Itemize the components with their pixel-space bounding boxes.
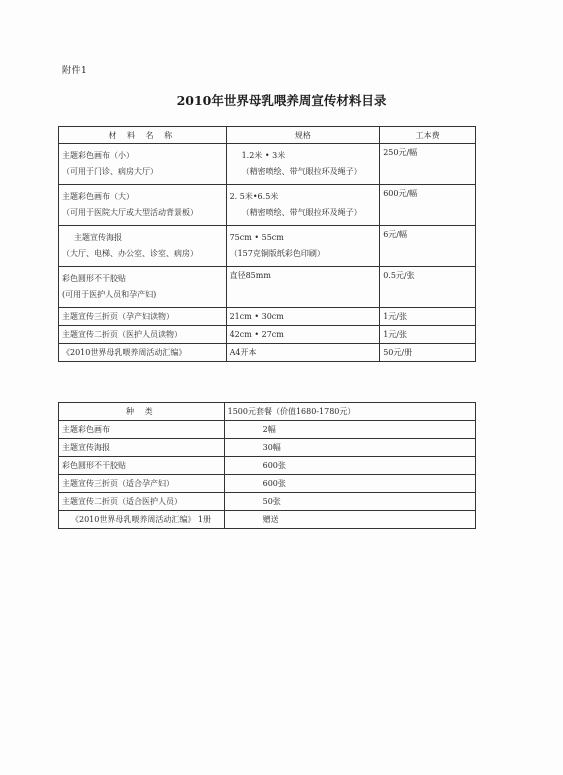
header-cost: 工本费 bbox=[380, 127, 476, 144]
material-name-cell bbox=[59, 226, 227, 267]
table-row bbox=[59, 457, 476, 475]
material-name: 《2010世界母乳喂养周活动汇编》 bbox=[59, 344, 227, 362]
material-name: 主题宣传三折页（孕产妇读物） bbox=[59, 308, 227, 326]
material-name: 主题彩色画布（大） bbox=[62, 192, 134, 201]
material-note: （可用于门诊、病房大厅） bbox=[62, 167, 158, 176]
spec-size: 21cm • 30cm bbox=[226, 308, 380, 326]
table-row bbox=[59, 493, 476, 511]
spec-cell bbox=[226, 267, 380, 308]
table-row bbox=[59, 344, 476, 362]
package-item-name: 主题宣传二折页（适合医护人员） bbox=[59, 493, 225, 511]
spec-size: 直径85mm bbox=[229, 271, 271, 280]
attachment-label: 附件1 bbox=[62, 66, 88, 76]
package-item-name: 主题宣传三折页（适合孕产妇） bbox=[59, 475, 225, 493]
cost-cell: 1元/张 bbox=[380, 308, 476, 326]
spec-cell bbox=[226, 226, 380, 267]
cost-cell: 250元/幅 bbox=[380, 144, 476, 185]
table-row bbox=[59, 267, 476, 308]
material-name-cell bbox=[59, 185, 227, 226]
package-item-qty: 赠送 bbox=[224, 511, 475, 529]
table-row bbox=[59, 226, 476, 267]
material-name-cell bbox=[59, 144, 227, 185]
table-row bbox=[59, 475, 476, 493]
material-note: (可用于医护人员和孕产妇) bbox=[62, 290, 157, 299]
table-header-row bbox=[59, 127, 476, 144]
table-row bbox=[59, 326, 476, 344]
cost-cell: 1元/张 bbox=[380, 326, 476, 344]
materials-price-table bbox=[58, 126, 476, 362]
package-item-qty: 600张 bbox=[224, 475, 475, 493]
material-note: （可用于医院大厅或大型活动背景板） bbox=[62, 208, 198, 217]
table-row bbox=[59, 144, 476, 185]
header-category: 种 类 bbox=[59, 403, 225, 421]
package-item-name: 彩色圆形不干胶贴 bbox=[59, 457, 225, 475]
header-package: 1500元套餐（价值1680-1780元） bbox=[224, 403, 475, 421]
cost-cell: 50元/册 bbox=[380, 344, 476, 362]
material-name-cell bbox=[59, 267, 227, 308]
table-row bbox=[59, 308, 476, 326]
material-name: 主题宣传二折页（医护人员读物） bbox=[59, 326, 227, 344]
material-name: 主题宣传海报 bbox=[74, 233, 122, 242]
cost-cell: 0.5元/张 bbox=[380, 267, 476, 308]
cost-cell: 600元/幅 bbox=[380, 185, 476, 226]
package-table bbox=[58, 402, 476, 529]
spec-note: （157克铜版纸彩色印刷） bbox=[229, 249, 325, 258]
header-spec: 规格 bbox=[226, 127, 380, 144]
spec-cell bbox=[226, 185, 380, 226]
header-material-name: 材 料 名 称 bbox=[59, 127, 227, 144]
material-name: 彩色圆形不干胶贴 bbox=[62, 274, 126, 283]
spec-size: 75cm • 55cm bbox=[229, 233, 284, 242]
table-row bbox=[59, 421, 476, 439]
spec-note: （精密喷绘、带气眼拉环及绳子） bbox=[241, 208, 362, 217]
spec-note: （精密喷绘、带气眼拉环及绳子） bbox=[241, 167, 362, 176]
document-title: 2010年世界母乳喂养周宣传材料目录 bbox=[176, 93, 387, 108]
package-item-qty: 50张 bbox=[224, 493, 475, 511]
spec-size: 1.2米 • 3米 bbox=[241, 151, 286, 160]
material-note: （大厅、电梯、办公室、诊室、病房） bbox=[62, 249, 198, 258]
package-item-name: 主题彩色画布 bbox=[59, 421, 225, 439]
package-item-qty: 2幅 bbox=[224, 421, 475, 439]
spec-size: A4开本 bbox=[226, 344, 380, 362]
spec-size: 42cm • 27cm bbox=[226, 326, 380, 344]
spec-cell bbox=[226, 144, 380, 185]
cost-cell: 6元/幅 bbox=[380, 226, 476, 267]
package-item-qty: 600张 bbox=[224, 457, 475, 475]
package-item-name: 主题宣传海报 bbox=[59, 439, 225, 457]
table-row bbox=[59, 511, 476, 529]
package-item-qty: 30幅 bbox=[224, 439, 475, 457]
spec-size: 2. 5米•6.5米 bbox=[229, 192, 279, 201]
package-item-name: 《2010世界母乳喂养周活动汇编》 1册 bbox=[59, 511, 225, 529]
table-row bbox=[59, 439, 476, 457]
material-name: 主题彩色画布（小） bbox=[62, 151, 134, 160]
table-header-row bbox=[59, 403, 476, 421]
table-row bbox=[59, 185, 476, 226]
